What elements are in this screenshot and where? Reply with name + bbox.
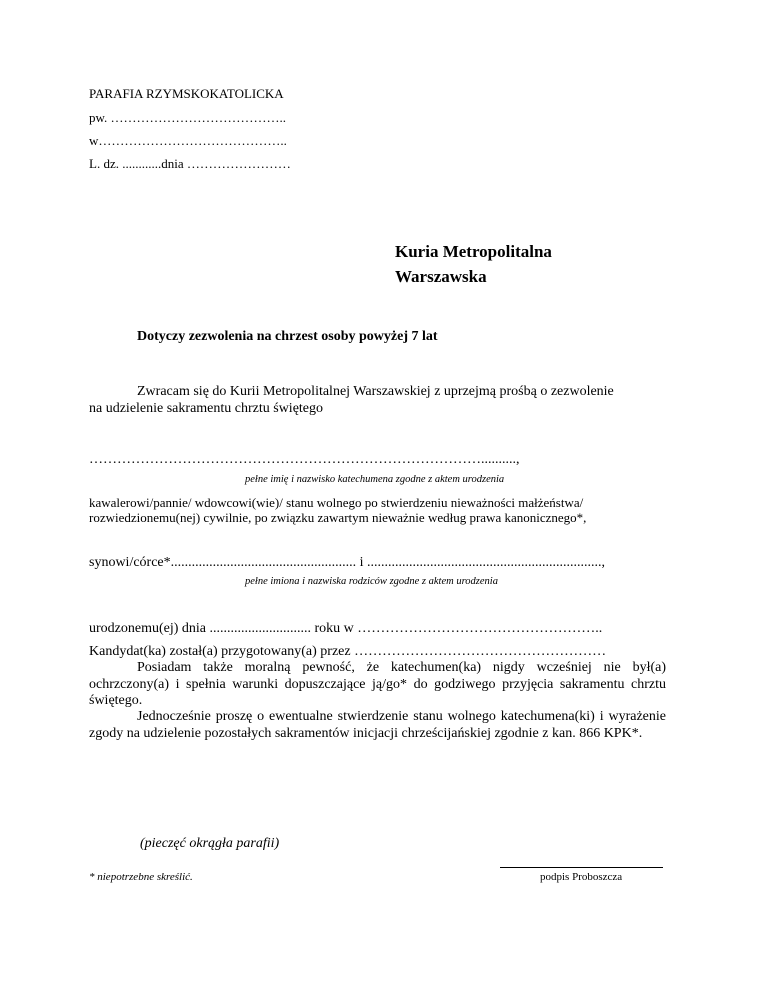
parish-header: PARAFIA RZYMSKOKATOLICKA — [89, 86, 284, 101]
ref-number-date-line: L. dz. ............dnia …………………… — [89, 156, 291, 171]
intro-line-2: na udzielenie sakramentu chrztu świętego — [89, 401, 324, 416]
subject-line: Dotyczy zezwolenia na chrzest osoby powyżej 7 lat — [137, 329, 438, 344]
marital-status-line-2: rozwiedzionemu(nej) cywilnie, po związku zawartym nieważnie według prawa kanonicznego*, — [89, 510, 587, 525]
signature-line — [500, 867, 663, 868]
candidate-name-field: ………………………………………………………………………….........., — [89, 452, 520, 467]
moral-certainty-paragraph — [89, 660, 666, 710]
footnote: * niepotrzebne skreślić. — [89, 871, 193, 883]
parish-pw-line: pw. ………………………………….. — [89, 110, 287, 125]
marital-status-line-1: kawalerowi/pannie/ wdowcowi(wie)/ stanu wolnego po stwierdzeniu nieważności małżeństwa/ — [89, 495, 584, 510]
parish-w-line: w…………………………………….. — [89, 133, 287, 148]
parents-caption: pełne imiona i nazwiska rodziców zgodne z aktem urodzenia — [245, 576, 498, 587]
moral-certainty-text: Posiadam także moralną pewność, że katechumen(ka) nigdy wcześniej nie był(a) ochrzczony(a) i spełnia warunki dopuszczające ją/go* do godziwego przyjęcia sakramentu chrztu świętego. — [89, 660, 666, 708]
preparation-field: Kandydat(ka) został(a) przygotowany(a) przez ……………………………………………… — [89, 644, 607, 659]
intro-line-1: Zwracam się do Kurii Metropolitalnej Warszawskiej z uprzejmą prośbą o zezwolenie — [137, 384, 614, 399]
recipient-line-1: Kuria Metropolitalna — [395, 242, 552, 261]
candidate-name-caption: pełne imię i nazwisko katechumena zgodne z aktem urodzenia — [245, 474, 505, 485]
recipient-line-2: Warszawska — [395, 267, 487, 286]
seal-placeholder: (pieczęć okrągła parafii) — [140, 836, 280, 851]
free-status-paragraph — [89, 709, 666, 742]
signature-label: podpis Proboszcza — [540, 871, 623, 883]
free-status-text: Jednocześnie proszę o ewentualne stwierdzenie stanu wolnego katechumena(ki) i wyrażenie zgody na udzielenie pozostałych sakramentów inicjacji chrześcijańskiej zgodnie z kan. 866 KPK*. — [89, 709, 666, 741]
parents-field: synowi/córce*..................................................... i ..................................................................., — [89, 555, 606, 570]
birth-field: urodzonemu(ej) dnia ............................. roku w …………………………………………….. — [89, 621, 603, 636]
